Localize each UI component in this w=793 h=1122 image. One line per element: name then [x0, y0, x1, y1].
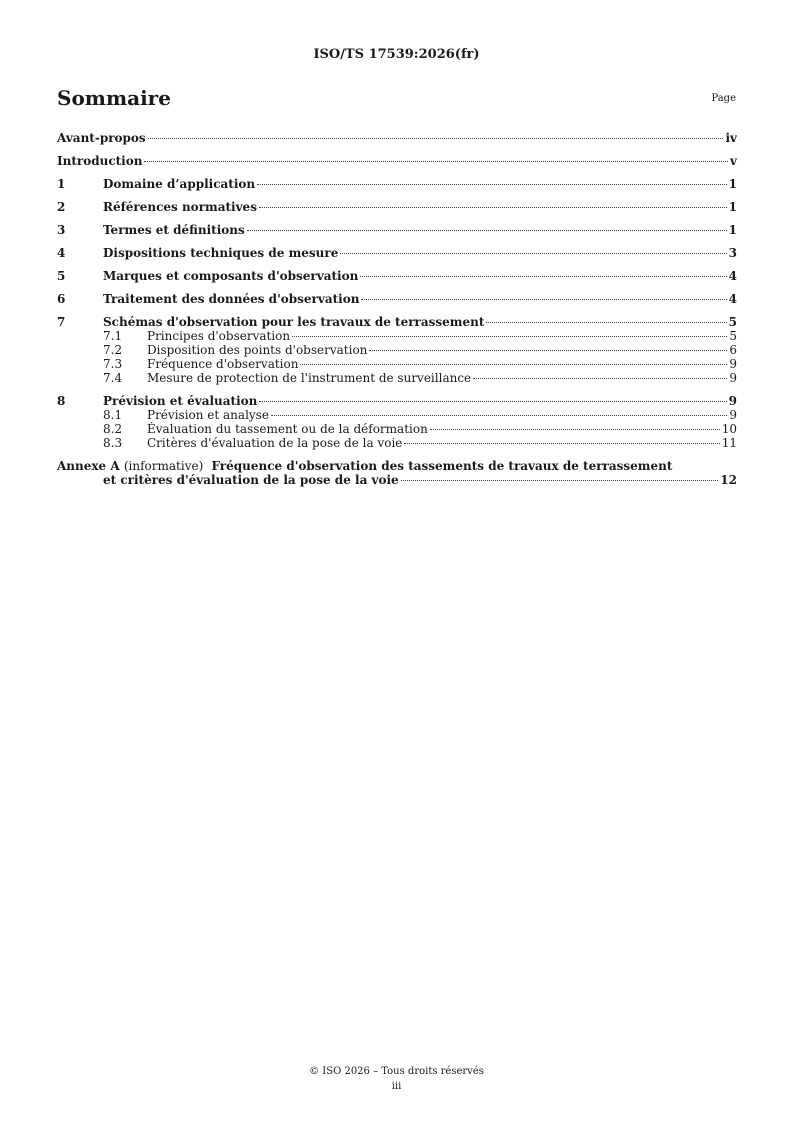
toc-entry-number: 3 — [57, 223, 66, 237]
annex-type: (informative) — [123, 459, 204, 473]
toc-entry-number: 6 — [57, 292, 66, 306]
toc-entry-page-number: 4 — [728, 269, 737, 283]
dot-leader — [360, 276, 726, 277]
toc-entry-title: Schémas d'observation pour les travaux de terrassement — [103, 315, 485, 329]
toc-entry-page-number: 10 — [721, 422, 737, 436]
toc-entry-page-number: 11 — [721, 436, 737, 450]
toc-entry-title: Principes d'observation — [147, 329, 291, 343]
toc-entry-number: 7.3 — [103, 357, 123, 371]
toc-entry[interactable] — [57, 177, 737, 191]
toc-entry-page-number: 9 — [728, 394, 737, 408]
toc-entry[interactable] — [57, 436, 737, 450]
toc-entry-title: Marques et composants d'observation — [103, 269, 359, 283]
annex-page-number: 12 — [720, 473, 737, 487]
toc-entry-number: 2 — [57, 200, 66, 214]
toc-entry[interactable] — [57, 343, 737, 357]
toc-entry[interactable] — [57, 292, 737, 306]
toc-entry-number: 7 — [57, 315, 66, 329]
toc-entry[interactable] — [57, 315, 737, 329]
toc-entry-page-number: 9 — [729, 371, 737, 385]
toc-entry-page-number: 5 — [728, 315, 737, 329]
dot-leader — [292, 336, 727, 337]
toc-entry-page-number: 9 — [729, 408, 737, 422]
document-header: ISO/TS 17539:2026(fr) — [313, 47, 480, 62]
toc-entry-page-number: 9 — [729, 357, 737, 371]
toc-entry-title: Dispositions techniques de mesure — [103, 246, 339, 260]
toc-entry-page-number: iv — [725, 131, 737, 145]
toc-entry[interactable] — [57, 269, 737, 283]
toc-entry-number: 1 — [57, 177, 66, 191]
toc-entry-title: Critères d'évaluation de la pose de la voie — [147, 436, 403, 450]
dot-leader — [247, 230, 727, 231]
toc-entry-number: 8.1 — [103, 408, 123, 422]
toc-entry-title: Prévision et évaluation — [103, 394, 258, 408]
toc-entry-number: 7.4 — [103, 371, 123, 385]
toc-entry-annex-a[interactable] — [57, 459, 737, 487]
toc-entry-title: Domaine d’application — [103, 177, 256, 191]
dot-leader — [300, 364, 727, 365]
toc-entry-title: Fréquence d'observation — [147, 357, 299, 371]
toc-entry-title: Traitement des données d'observation — [103, 292, 360, 306]
toc-entry[interactable] — [57, 131, 737, 145]
toc-entry-title: Prévision et analyse — [147, 408, 269, 422]
toc-entry-title: Avant-propos — [57, 131, 146, 145]
toc-entry-number: 4 — [57, 246, 66, 260]
toc-entry-page-number: v — [730, 154, 737, 168]
toc-entry-number: 8.2 — [103, 422, 123, 436]
toc-entry-number: 7.2 — [103, 343, 123, 357]
toc-entry-title: Références normatives — [103, 200, 257, 214]
toc-entry-page-number: 5 — [729, 329, 737, 343]
toc-entry[interactable] — [57, 200, 737, 214]
annex-title-line2: et critères d'évaluation de la pose de la voie — [103, 473, 399, 487]
dot-leader — [486, 322, 726, 323]
dot-leader — [430, 429, 720, 430]
dot-leader — [340, 253, 726, 254]
dot-leader — [257, 184, 727, 185]
dot-leader — [361, 299, 726, 300]
toc-entry-title: Introduction — [57, 154, 143, 168]
toc-entry[interactable] — [57, 357, 737, 371]
annex-label: Annexe A — [57, 459, 120, 473]
toc-entry[interactable] — [57, 371, 737, 385]
toc-entry-number: 7.1 — [103, 329, 123, 343]
toc-entry-page-number: 1 — [728, 200, 737, 214]
toc-entry-page-number: 1 — [728, 223, 737, 237]
toc-entry-number: 8.3 — [103, 436, 123, 450]
toc-entry[interactable] — [57, 408, 737, 422]
toc-entries — [57, 131, 737, 450]
copyright-notice: © ISO 2026 – Tous droits réservés — [309, 1066, 484, 1077]
toc-entry[interactable] — [57, 246, 737, 260]
toc-entry-page-number: 6 — [729, 343, 737, 357]
toc-entry-title: Termes et définitions — [103, 223, 245, 237]
page-footer — [0, 1064, 793, 1094]
dot-leader — [144, 161, 728, 162]
toc-entry-title: Disposition des points d'observation — [147, 343, 368, 357]
toc-entry-title: Évaluation du tassement ou de la déformation — [147, 422, 428, 436]
table-of-contents — [57, 131, 737, 487]
toc-heading: Sommaire — [57, 86, 171, 110]
toc-entry-page-number: 4 — [728, 292, 737, 306]
dot-leader — [473, 378, 727, 379]
toc-entry-title: Mesure de protection de l'instrument de surveillance — [147, 371, 472, 385]
page-number: iii — [391, 1081, 402, 1092]
toc-entry[interactable] — [57, 223, 737, 237]
dot-leader — [404, 443, 719, 444]
dot-leader — [369, 350, 727, 351]
toc-entry[interactable] — [57, 154, 737, 168]
annex-title-line1: Fréquence d'observation des tassements de travaux de terrassement — [211, 459, 673, 473]
dot-leader — [148, 138, 724, 139]
toc-entry[interactable] — [57, 422, 737, 436]
toc-entry-number: 5 — [57, 269, 66, 283]
page-column-label: Page — [711, 93, 736, 104]
toc-entry[interactable] — [57, 394, 737, 408]
dot-leader — [401, 480, 719, 481]
dot-leader — [259, 207, 727, 208]
dot-leader — [271, 415, 727, 416]
dot-leader — [259, 401, 726, 402]
toc-entry[interactable] — [57, 329, 737, 343]
toc-entry-page-number: 3 — [728, 246, 737, 260]
toc-entry-page-number: 1 — [728, 177, 737, 191]
toc-entry-number: 8 — [57, 394, 66, 408]
